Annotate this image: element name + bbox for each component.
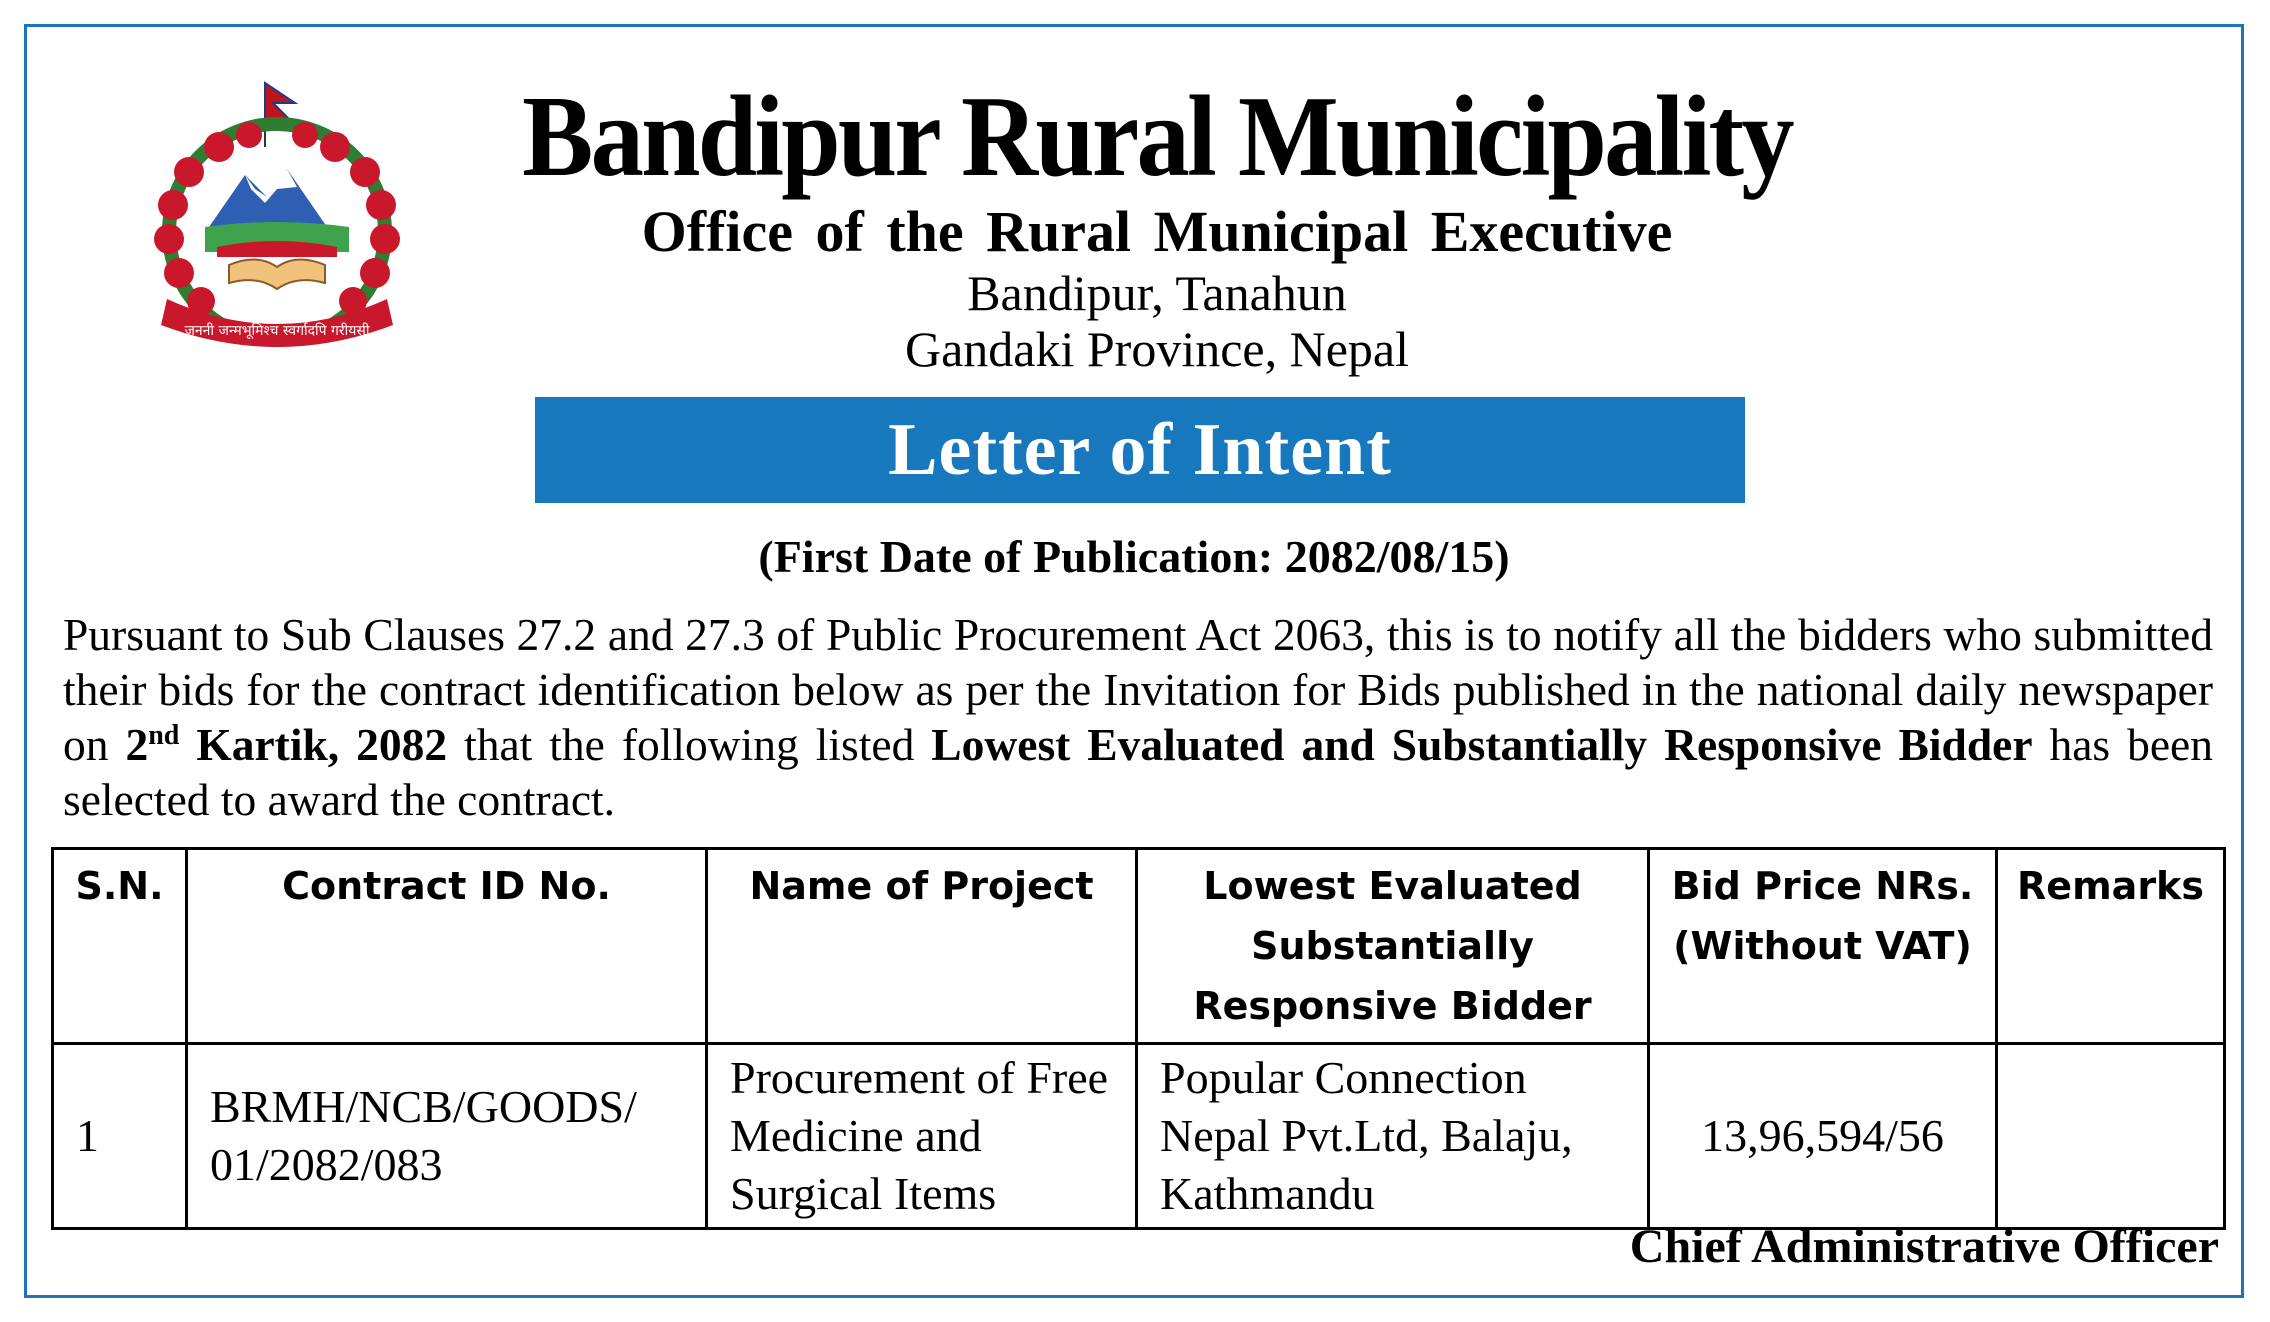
cell-sn: 1 (53, 1044, 187, 1229)
cell-price: 13,96,594/56 (1649, 1044, 1997, 1229)
header-remarks: Remarks (1997, 849, 2225, 1044)
signatory-title: Chief Administrative Officer (1629, 1220, 2219, 1273)
body-part-3: has been selected to award the contract. (63, 719, 2213, 825)
letterhead (447, 73, 1867, 377)
handshake-icon (229, 259, 325, 289)
header-sn: S.N. (53, 849, 187, 1044)
table-header-row (53, 849, 2225, 1044)
nepal-flag-icon (265, 83, 295, 147)
table-row (53, 1044, 2225, 1229)
header-price: Bid Price NRs. (Without VAT) (1649, 849, 1997, 1044)
notice-body (63, 607, 2213, 827)
body-part-1: Pursuant to Sub Clauses 27.2 and 27.3 of Public Procurement Act 2063, this is to notify all the bidders who submitted their bids for the contract identification below as per the Invitation for Bids published in the national daily newspaper on (63, 609, 2213, 770)
mountain-landscape-icon (205, 169, 349, 257)
header-project: Name of Project (707, 849, 1137, 1044)
cell-bidder: Popular Connection Nepal Pvt.Ltd, Balaju, Kathmandu (1137, 1044, 1649, 1229)
header-bidder: Lowest Evaluated Substantially Responsive Bidder (1137, 849, 1649, 1044)
publication-date-reference (125, 719, 447, 770)
emblem-motto: जननी जन्मभूमिश्च स्वर्गादपि गरीयसी (184, 323, 370, 339)
date-suffix: nd (148, 719, 180, 751)
date-day: 2 (125, 719, 149, 770)
cell-remarks (1997, 1044, 2225, 1229)
document-type-banner: Letter of Intent (535, 397, 1745, 503)
municipality-title: Bandipur Rural Municipality (522, 73, 1792, 201)
address-line-2: Gandaki Province, Nepal (904, 321, 1409, 377)
publication-date: (First Date of Publication: 2082/08/15) (758, 531, 1510, 582)
address-line-1: Bandipur, Tanahun (967, 265, 1347, 321)
body-part-2: that the following listed (447, 719, 932, 770)
cell-project: Procurement of Free Medicine and Surgical Items (707, 1044, 1137, 1229)
award-table (51, 847, 2226, 1230)
date-rest: Kartik, 2082 (179, 719, 448, 770)
nepal-government-emblem (127, 77, 427, 357)
bidder-phrase: Lowest Evaluated and Substantially Responsive Bidder (931, 719, 2033, 770)
cell-contract-id: BRMH/NCB/GOODS/ 01/2082/083 (187, 1044, 707, 1229)
office-name: Office of the Rural Municipal Executive (641, 199, 1673, 264)
header-contract-id: Contract ID No. (187, 849, 707, 1044)
letter-of-intent-notice (24, 24, 2244, 1298)
